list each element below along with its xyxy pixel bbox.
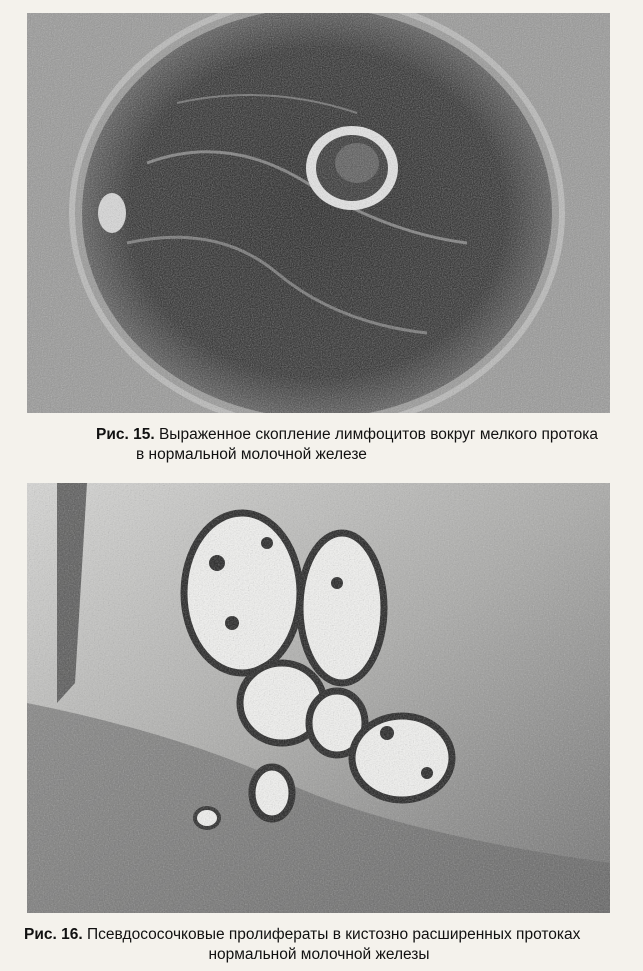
micrograph-lymphocyte-cluster bbox=[27, 13, 610, 413]
micrograph-image bbox=[27, 483, 610, 913]
figure-15-caption-line1: Выраженное скопление лимфоцитов вокруг мелкого протока bbox=[158, 426, 599, 443]
figure-16-caption bbox=[24, 925, 634, 965]
figure-16-caption-line1: Псевдососочковые пролифераты в кистозно расширенных протоках bbox=[86, 926, 581, 943]
figure-16-label: Рис. 16. bbox=[24, 926, 83, 943]
figure-15-caption bbox=[96, 425, 616, 465]
micrograph-pseudopapillary-cysts bbox=[27, 483, 610, 913]
figure-15-caption-line2: в нормальной молочной железе bbox=[136, 446, 367, 463]
figure-15-label: Рис. 15. bbox=[96, 426, 155, 443]
figure-16-caption-line2: нормальной молочной железы bbox=[208, 946, 430, 963]
micrograph-image bbox=[27, 13, 610, 413]
